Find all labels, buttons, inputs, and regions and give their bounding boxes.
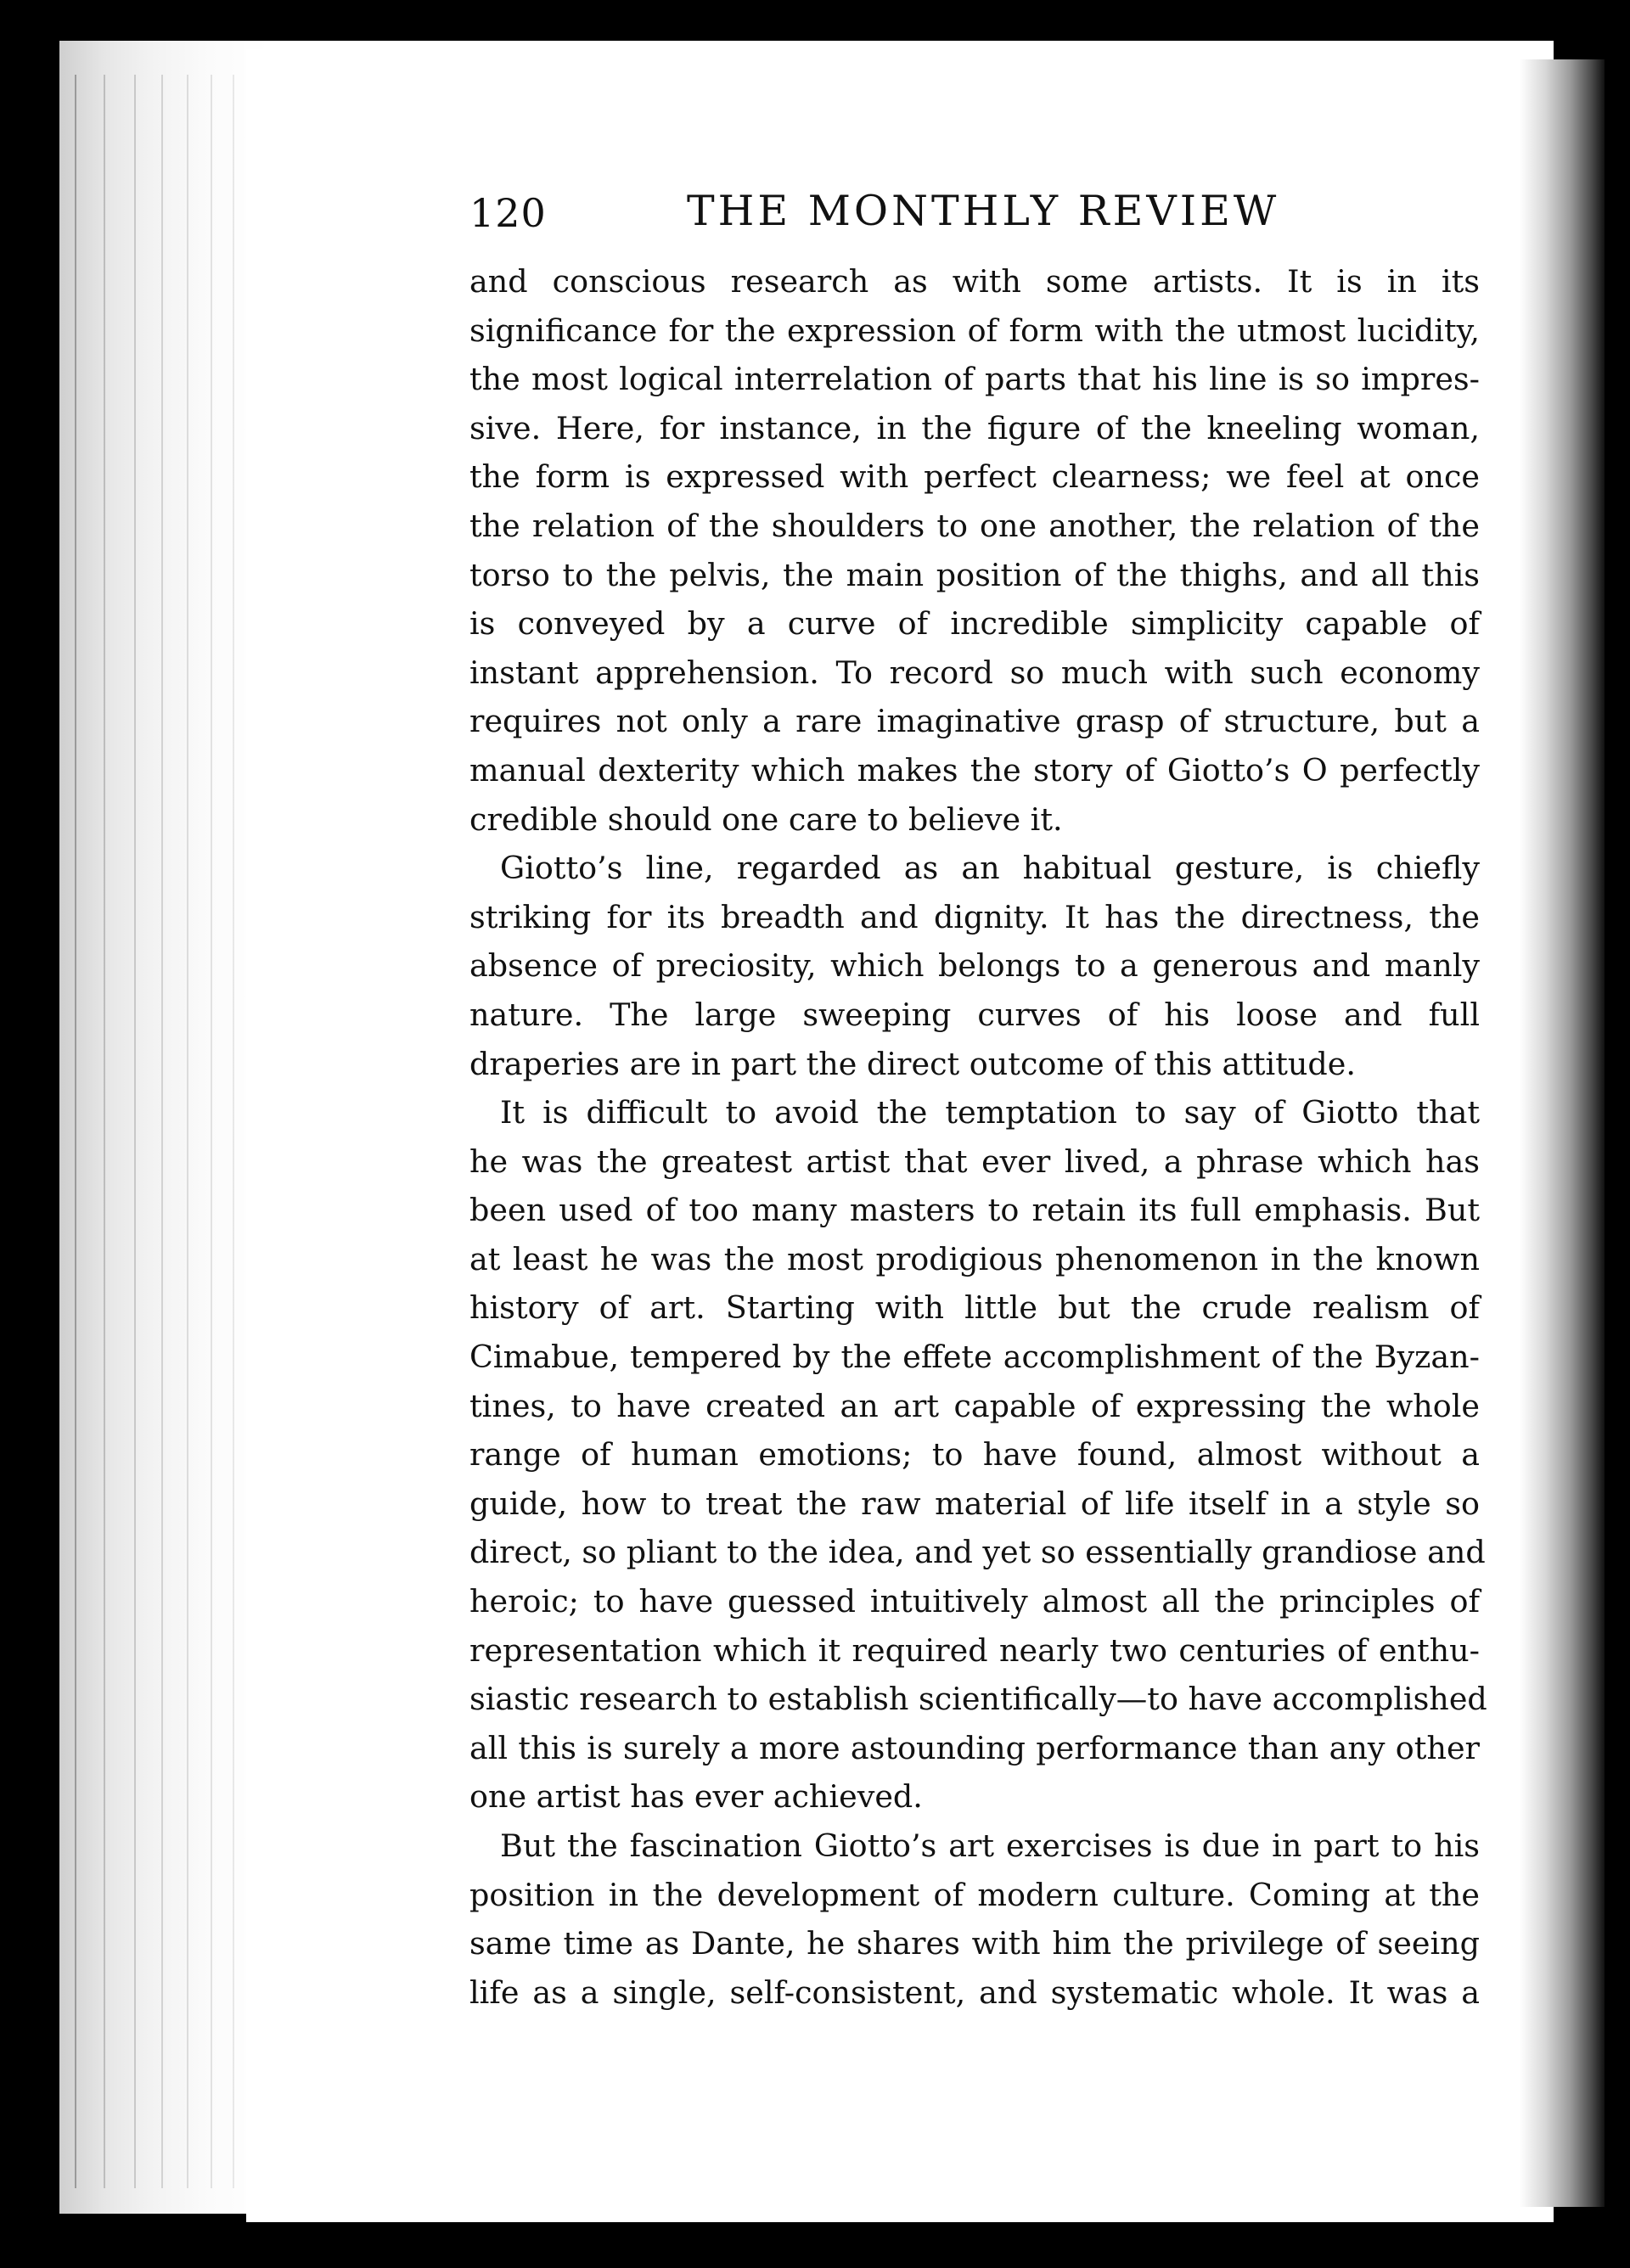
- text-line: torso to the pelvis, the main position of the thighs, and all this: [469, 556, 1480, 593]
- text-line: credible should one care to believe it.: [469, 800, 1063, 838]
- text-line: position in the development of modern culture. Coming at the: [469, 1876, 1480, 1913]
- paragraph-4: [469, 1822, 1480, 2017]
- paragraph-2: [469, 844, 1480, 1088]
- text-line: is conveyed by a curve of incredible simplicity capable of: [469, 605, 1480, 643]
- text-line: significance for the expression of form with the utmost lucidity,: [469, 312, 1480, 349]
- text-line: draperies are in part the direct outcome of this attitude.: [469, 1045, 1356, 1082]
- text-line: and conscious research as with some artists. It is in its: [469, 263, 1480, 300]
- text-line: absence of preciosity, which belongs to a generous and manly: [469, 947, 1480, 985]
- running-title: THE MONTHLY REVIEW: [687, 187, 1280, 235]
- text-line: at least he was the most prodigious phenomenon in the known: [469, 1240, 1480, 1277]
- page-edge-line: [75, 75, 76, 2188]
- text-line: representation which it required nearly two centuries of enthu-: [469, 1631, 1480, 1669]
- page-edge-line: [187, 75, 188, 2188]
- paragraph-3: [469, 1088, 1487, 1822]
- text-line: striking for its breadth and dignity. It has the directness, the: [469, 898, 1480, 935]
- text-line: Cimabue, tempered by the effete accomplishment of the Byzan-: [469, 1339, 1480, 1376]
- text-line: life as a single, self-consistent, and systematic whole. It was a: [469, 1973, 1480, 2011]
- text-line: But the fascination Giotto’s art exercises is due in part to his: [500, 1827, 1480, 1864]
- text-line: Giotto’s line, regarded as an habitual gesture, is chiefly: [500, 850, 1480, 887]
- text-line: It is difficult to avoid the temptation to say of Giotto that: [500, 1094, 1480, 1131]
- page-edge-line: [161, 75, 163, 2188]
- text-line: the most logical interrelation of parts that his line is so impres-: [469, 361, 1480, 398]
- text-line: one artist has ever achieved.: [469, 1778, 923, 1816]
- text-line: range of human emotions; to have found, almost without a: [469, 1436, 1480, 1474]
- text-line: tines, to have created an art capable of expressing the whole: [469, 1387, 1480, 1424]
- text-line: the form is expressed with perfect clearness; we feel at once: [469, 458, 1480, 496]
- text-line: requires not only a rare imaginative grasp of structure, but a: [469, 703, 1480, 740]
- text-line: siastic research to establish scientifically—to have accomplished: [469, 1681, 1487, 1718]
- paragraph-1: [469, 257, 1480, 844]
- text-line: manual dexterity which makes the story of Giotto’s O perfectly: [469, 751, 1480, 789]
- text-line: been used of too many masters to retain its full emphasis. But: [469, 1192, 1480, 1229]
- text-line: he was the greatest artist that ever lived, a phrase which has: [469, 1142, 1480, 1180]
- text-line: direct, so pliant to the idea, and yet so essentially grandiose and: [469, 1534, 1486, 1571]
- text-line: the relation of the shoulders to one another, the relation of the: [469, 507, 1480, 544]
- page-edge-line: [233, 75, 234, 2188]
- text-line: same time as Dante, he shares with him the privilege of seeing: [469, 1925, 1480, 1962]
- binding-shadow: [1520, 59, 1605, 2207]
- page-edge-line: [134, 75, 136, 2188]
- page-number: 120: [469, 190, 547, 236]
- running-header: [469, 183, 1280, 243]
- page-edge-line: [211, 75, 212, 2188]
- page-edge-line: [104, 75, 105, 2188]
- text-line: nature. The large sweeping curves of his loose and full: [469, 996, 1480, 1033]
- text-line: sive. Here, for instance, in the figure of the kneeling woman,: [469, 409, 1480, 446]
- text-line: instant apprehension. To record so much with such economy: [469, 654, 1480, 691]
- body-text: [469, 257, 1487, 2017]
- text-line: heroic; to have guessed intuitively almost all the principles of: [469, 1583, 1480, 1620]
- text-line: history of art. Starting with little but the crude realism of: [469, 1289, 1480, 1327]
- text-line: all this is surely a more astounding performance than any other: [469, 1729, 1480, 1766]
- text-line: guide, how to treat the raw material of life itself in a style so: [469, 1485, 1480, 1522]
